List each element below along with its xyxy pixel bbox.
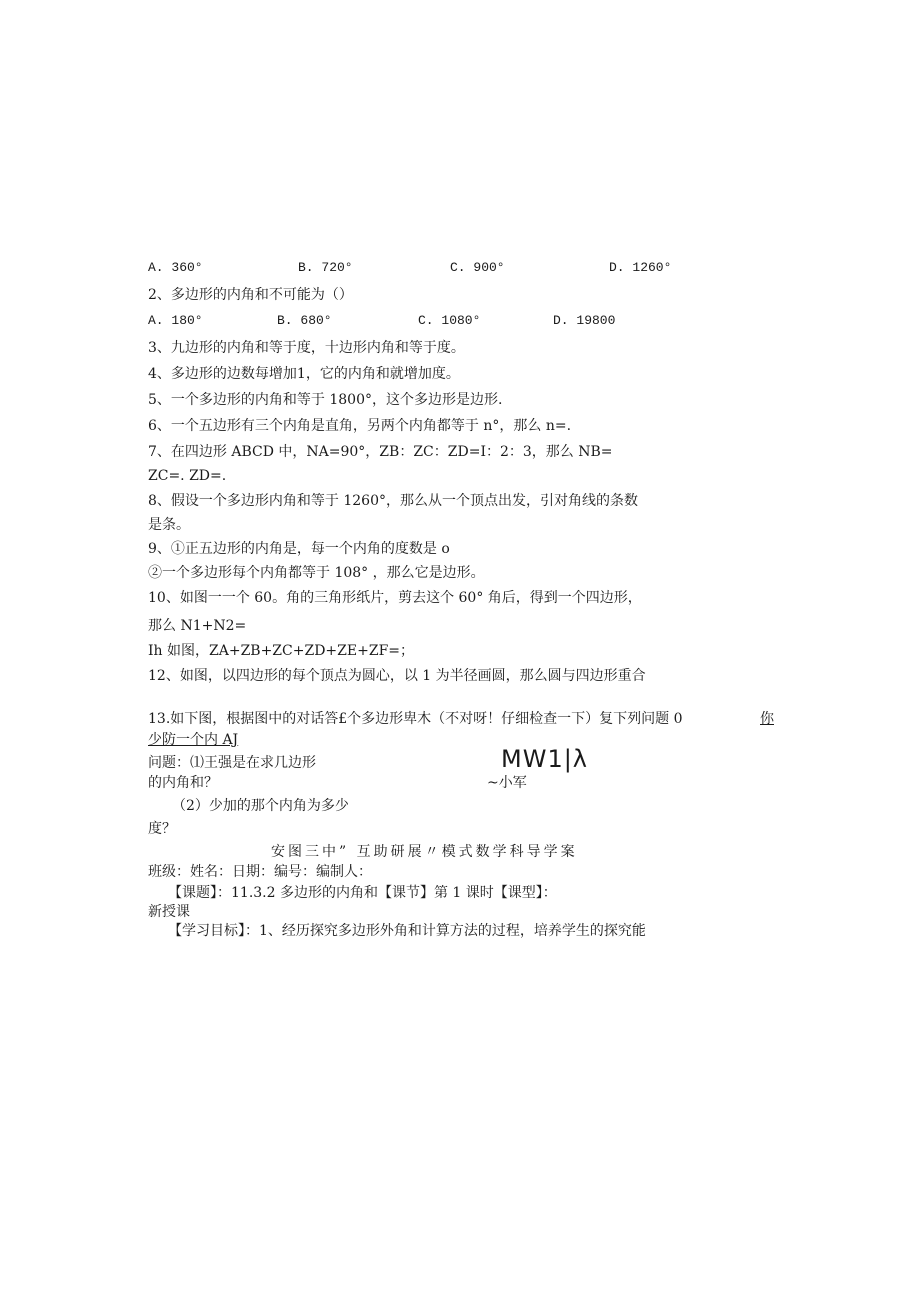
figure-label: MW1|λ (501, 745, 588, 773)
figure-caption: ~小军 (487, 775, 527, 791)
question-13-part-2a: （2）少加的那个内角为多少 (172, 798, 349, 814)
question-9-line-2: ②一个多边形每个内角都等于 108° ，那么它是边形。 (148, 565, 485, 581)
q2-option-a: A. 180° (148, 313, 203, 328)
question-9-line-1: 9、①正五边形的内角是，每一个内角的度数是 o (148, 541, 450, 557)
question-2: 2、多边形的内角和不可能为（） (148, 287, 353, 303)
question-3: 3、九边形的内角和等于度，十边形内角和等于度。 (148, 340, 465, 356)
question-5: 5、一个多边形的内角和等于 1800°，这个多边形是边形. (148, 392, 503, 408)
question-8-line-1: 8、假设一个多边形内角和等于 1260°，那么从一个顶点出发，引对角线的条数 (148, 493, 638, 509)
question-13-line-2: 少防一个内 AJ (148, 732, 239, 748)
question-13-part-1a: 问题：⑴王强是在求几边形 (148, 755, 316, 771)
info-line: 班级：姓名：日期：编号：编制人： (148, 864, 372, 880)
question-13-speech-right: 你 (760, 711, 774, 727)
question-6: 6、一个五边形有三个内角是直角，另两个内角都等于 n°，那么 n=. (148, 418, 572, 434)
learning-goal: 【学习目标】：1、经历探究多边形外角和计算方法的过程，培养学生的探究能 (168, 923, 646, 939)
question-13-part-1b: 的内角和？ (148, 775, 218, 791)
question-8-line-2: 是条。 (148, 517, 190, 533)
lesson-type: 新授课 (148, 904, 190, 920)
option-d: D. 1260° (609, 260, 672, 275)
lesson-line: 【课题】：11.3.2 多边形的内角和【课节】第 1 课时【课型】： (168, 885, 557, 901)
question-13-part-2b: 度？ (148, 821, 176, 837)
option-b: B. 720° (298, 260, 353, 275)
q2-option-c: C. 1080° (418, 313, 481, 328)
question-13-line-1: 13.如下图，根据图中的对话答£个多边形卑木（不对呀！仔细检查一下）复下列问题 0 (148, 711, 683, 727)
question-10-line-2: 那么 N1+N2= (148, 618, 247, 634)
question-10-line-1: 10、如图一一个 60。角的三角形纸片，剪去这个 60° 角后，得到一个四边形， (148, 590, 642, 606)
question-7-line-1: 7、在四边形 ABCD 中，NA=90°，ZB：ZC：ZD=I：2：3，那么 NB= (148, 444, 613, 460)
question-4: 4、多边形的边数每增加1，它的内角和就增加度。 (148, 366, 460, 382)
option-a: A. 360° (148, 260, 203, 275)
q2-option-b: B. 680° (277, 313, 332, 328)
q2-option-d: D. 19800 (553, 313, 616, 328)
option-c: C. 900° (450, 260, 505, 275)
question-11: Ih 如图，ZA+ZB+ZC+ZD+ZE+ZF=； (148, 643, 415, 659)
question-12: 12、如图，以四边形的每个顶点为圆心，以 1 为半径画圆，那么圆与四边形重合 (148, 668, 646, 684)
page-title: 安图三中” 互助研展〃模式数学科导学案 (271, 844, 578, 860)
question-7-line-2: ZC=. ZD=. (148, 468, 227, 484)
